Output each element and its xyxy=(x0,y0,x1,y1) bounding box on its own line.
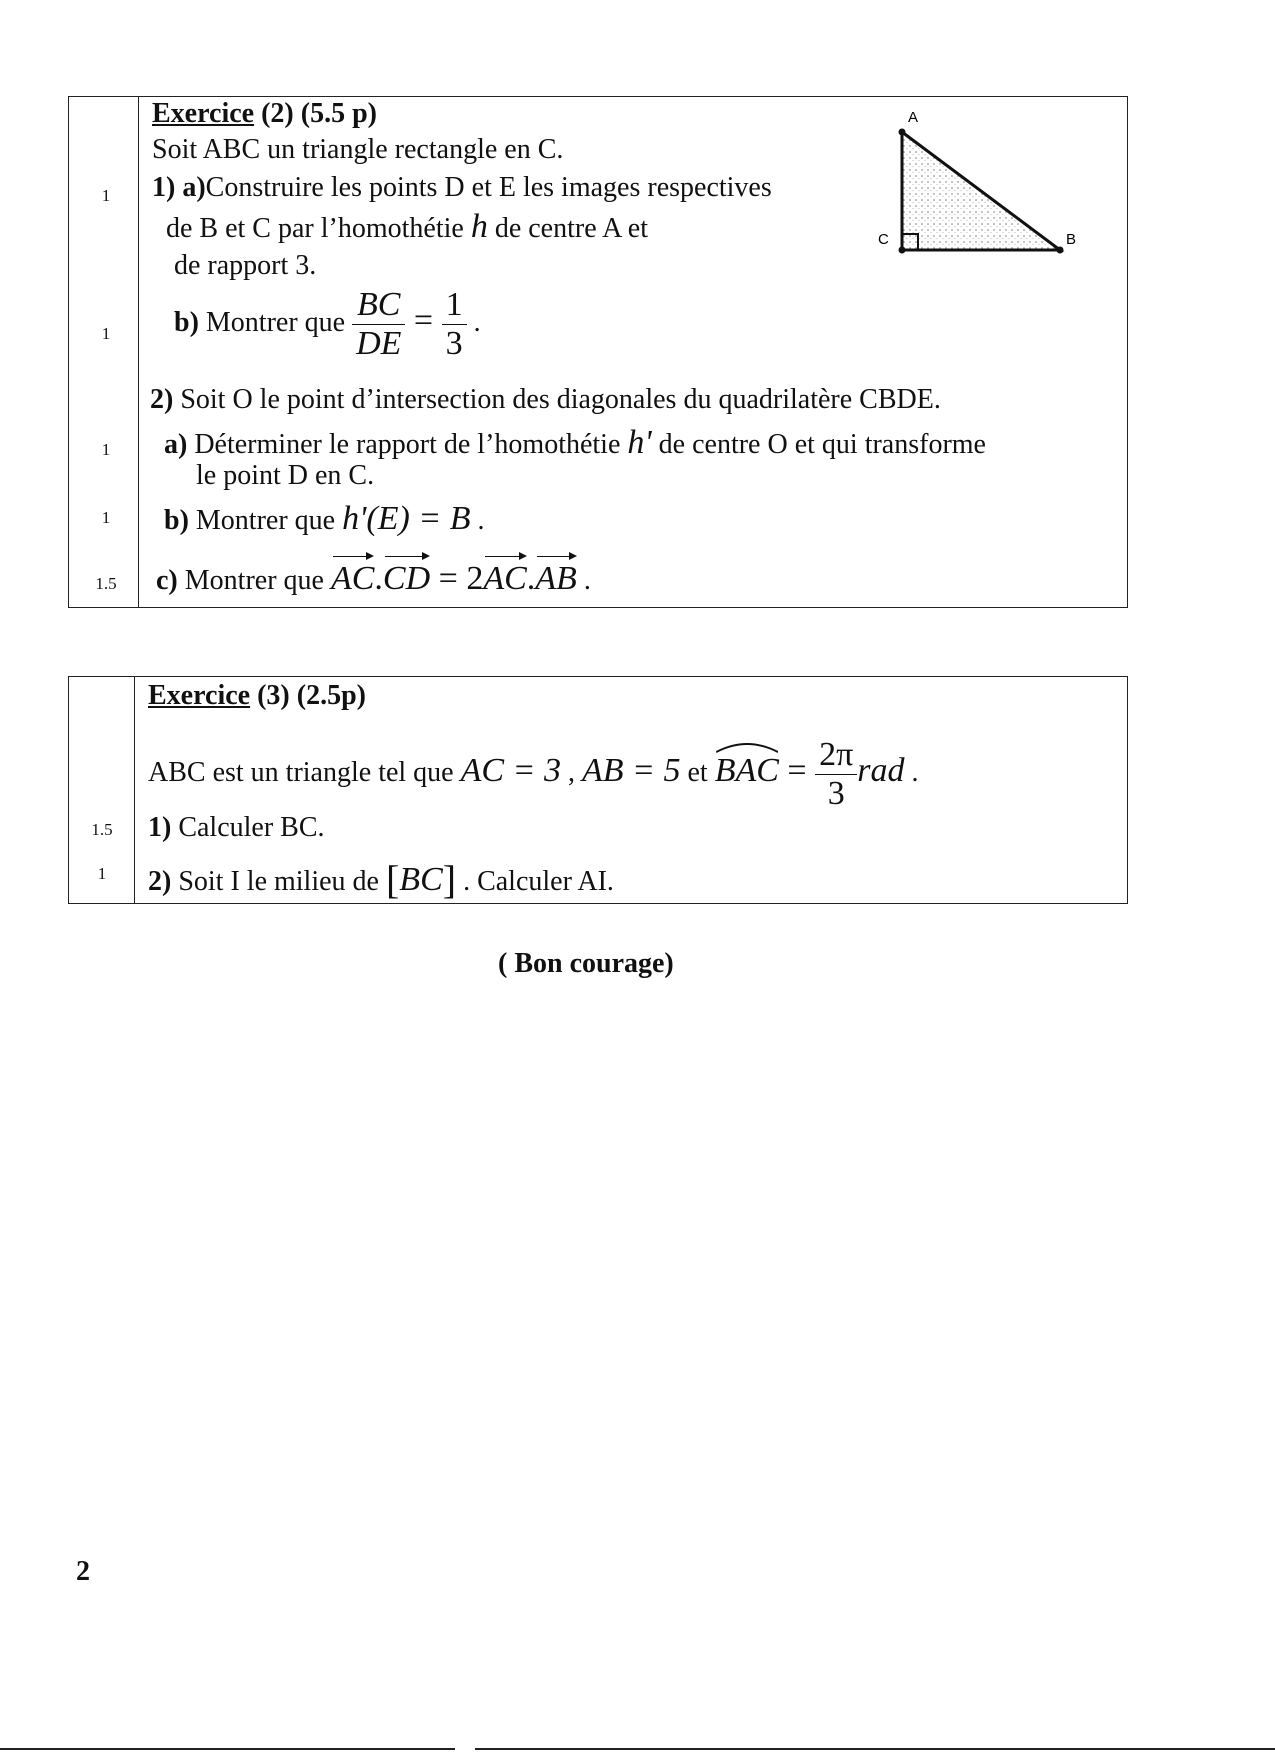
equals-two: = 2 xyxy=(430,560,484,597)
q2-label: 2) xyxy=(150,384,174,415)
q1b-text: Montrer que xyxy=(198,306,353,338)
q1b-end: . xyxy=(466,306,481,338)
q2b-end: . xyxy=(470,505,485,536)
question-2a xyxy=(164,424,986,462)
points-q2c: 1.5 xyxy=(95,574,117,593)
fraction-bc-de xyxy=(352,286,405,363)
vector-cd: CD xyxy=(382,560,431,597)
points-q1b: 1 xyxy=(101,324,111,343)
question-1a xyxy=(152,172,772,204)
ex3-question-1 xyxy=(148,812,325,844)
exercise-2-title-points: (2) (5.5 p) xyxy=(254,98,377,129)
angle-hat-icon xyxy=(715,738,779,754)
points-ex3-q1: 1.5 xyxy=(91,820,113,839)
q1b-label: b) xyxy=(174,306,199,338)
q1-number: 1) xyxy=(152,172,183,203)
question-1a-line2 xyxy=(166,208,648,246)
question-1b xyxy=(174,286,481,363)
exercise-2-intro: Soit ABC un triangle rectangle en C. xyxy=(152,134,564,165)
dot-1: . xyxy=(374,560,383,597)
fraction-denominator-de: DE xyxy=(356,325,402,362)
fraction-denominator-3b: 3 xyxy=(827,775,845,812)
vertex-c-label: C xyxy=(878,231,889,248)
vector-ab: AB xyxy=(535,560,577,597)
ex3-intro-end: . xyxy=(904,756,919,788)
vertex-a-dot xyxy=(899,129,906,136)
vector-ac-2: AC xyxy=(483,560,527,597)
exercise-3-intro xyxy=(148,736,919,813)
q2b-text: Montrer que xyxy=(188,505,343,536)
q2c-text: Montrer que xyxy=(177,565,331,596)
q2c-label: c) xyxy=(156,565,178,596)
homothety-h-prime: h' xyxy=(627,424,652,461)
ex3-intro-text: ABC est un triangle tel que xyxy=(148,756,461,788)
ex3-ab-equals: AB = 5 xyxy=(582,751,681,789)
question-2c xyxy=(156,560,591,598)
footer-rule-left xyxy=(0,1748,455,1750)
vector-equation xyxy=(331,560,577,597)
question-2a-line2: le point D en C. xyxy=(196,460,375,491)
ex3-et: et xyxy=(680,756,715,788)
triangle-figure xyxy=(860,108,1090,268)
fraction-one-third xyxy=(442,286,467,363)
q1a-text: Construire les points D et E les images respectives xyxy=(205,172,772,203)
vertex-c-dot xyxy=(899,247,906,254)
exercise-3-title xyxy=(148,680,366,712)
question-1a-line3: de rapport 3. xyxy=(174,250,317,281)
fraction-numerator-1: 1 xyxy=(442,286,467,325)
rad-unit: rad xyxy=(857,751,905,789)
ex3-sep: , xyxy=(561,756,582,788)
ex3-equals: = xyxy=(778,751,816,789)
ex3-q1-text: Calculer BC. xyxy=(171,812,325,843)
exercise-3-title-points: (3) (2.5p) xyxy=(250,680,366,711)
fraction-numerator-2pi: 2π xyxy=(815,736,857,775)
points-q2b: 1 xyxy=(101,508,111,527)
homothety-h: h xyxy=(470,208,488,245)
vertex-b-label: B xyxy=(1066,231,1077,248)
points-column-separator-3 xyxy=(134,677,135,903)
ex3-ac-equals: AC = 3 xyxy=(460,751,561,789)
segment-bc: BC xyxy=(399,861,443,898)
q2a-label: a) xyxy=(164,429,188,460)
vertex-a-label: A xyxy=(908,109,919,126)
fraction-numerator-bc: BC xyxy=(352,286,405,325)
ex3-question-2 xyxy=(148,856,614,903)
q1a-letter: a) xyxy=(182,172,206,203)
equals-sign: = xyxy=(405,301,442,339)
bracket-left: [ xyxy=(385,857,400,902)
points-column-separator xyxy=(138,97,139,607)
fraction-denominator-3: 3 xyxy=(445,325,463,362)
vertex-b-dot xyxy=(1057,247,1064,254)
points-q2a: 1 xyxy=(101,440,111,459)
exercise-2-title-word: Exercice xyxy=(152,98,255,129)
q2-text: Soit O le point d’intersection des diagonales du quadrilatère CBDE. xyxy=(173,384,941,415)
page-number: 2 xyxy=(76,1556,90,1587)
exercise-2-title xyxy=(152,98,377,130)
q2a-post: de centre O et qui transforme xyxy=(651,429,986,460)
footer-rule-right xyxy=(475,1748,1275,1750)
points-ex3-q2: 1 xyxy=(97,864,107,883)
angle-bac xyxy=(715,752,779,790)
ex3-q2-label: 2) xyxy=(148,866,172,897)
q2b-equation: h'(E) = B xyxy=(342,500,471,537)
ex3-q2-post: . Calculer AI. xyxy=(456,866,614,897)
bracket-right: ] xyxy=(442,857,457,902)
question-2 xyxy=(150,384,941,416)
ex3-q2-pre: Soit I le milieu de xyxy=(171,866,386,897)
question-2b xyxy=(164,500,485,538)
exercise-3-title-word: Exercice xyxy=(148,680,251,711)
q2b-label: b) xyxy=(164,505,189,536)
angle-bac-text: BAC xyxy=(714,751,779,789)
points-q1a: 1 xyxy=(101,186,111,205)
vector-ac: AC xyxy=(330,560,375,597)
q2a-pre: Déterminer le rapport de l’homothétie xyxy=(187,429,628,460)
dot-2: . xyxy=(526,560,536,597)
fraction-2pi-3 xyxy=(815,736,857,813)
ex3-q1-label: 1) xyxy=(148,812,172,843)
q1a-line2-post: de centre A et xyxy=(487,213,648,244)
q2c-end: . xyxy=(576,565,591,596)
closing-text: ( Bon courage) xyxy=(498,948,674,979)
q1a-line2-pre: de B et C par l’homothétie xyxy=(166,213,471,244)
